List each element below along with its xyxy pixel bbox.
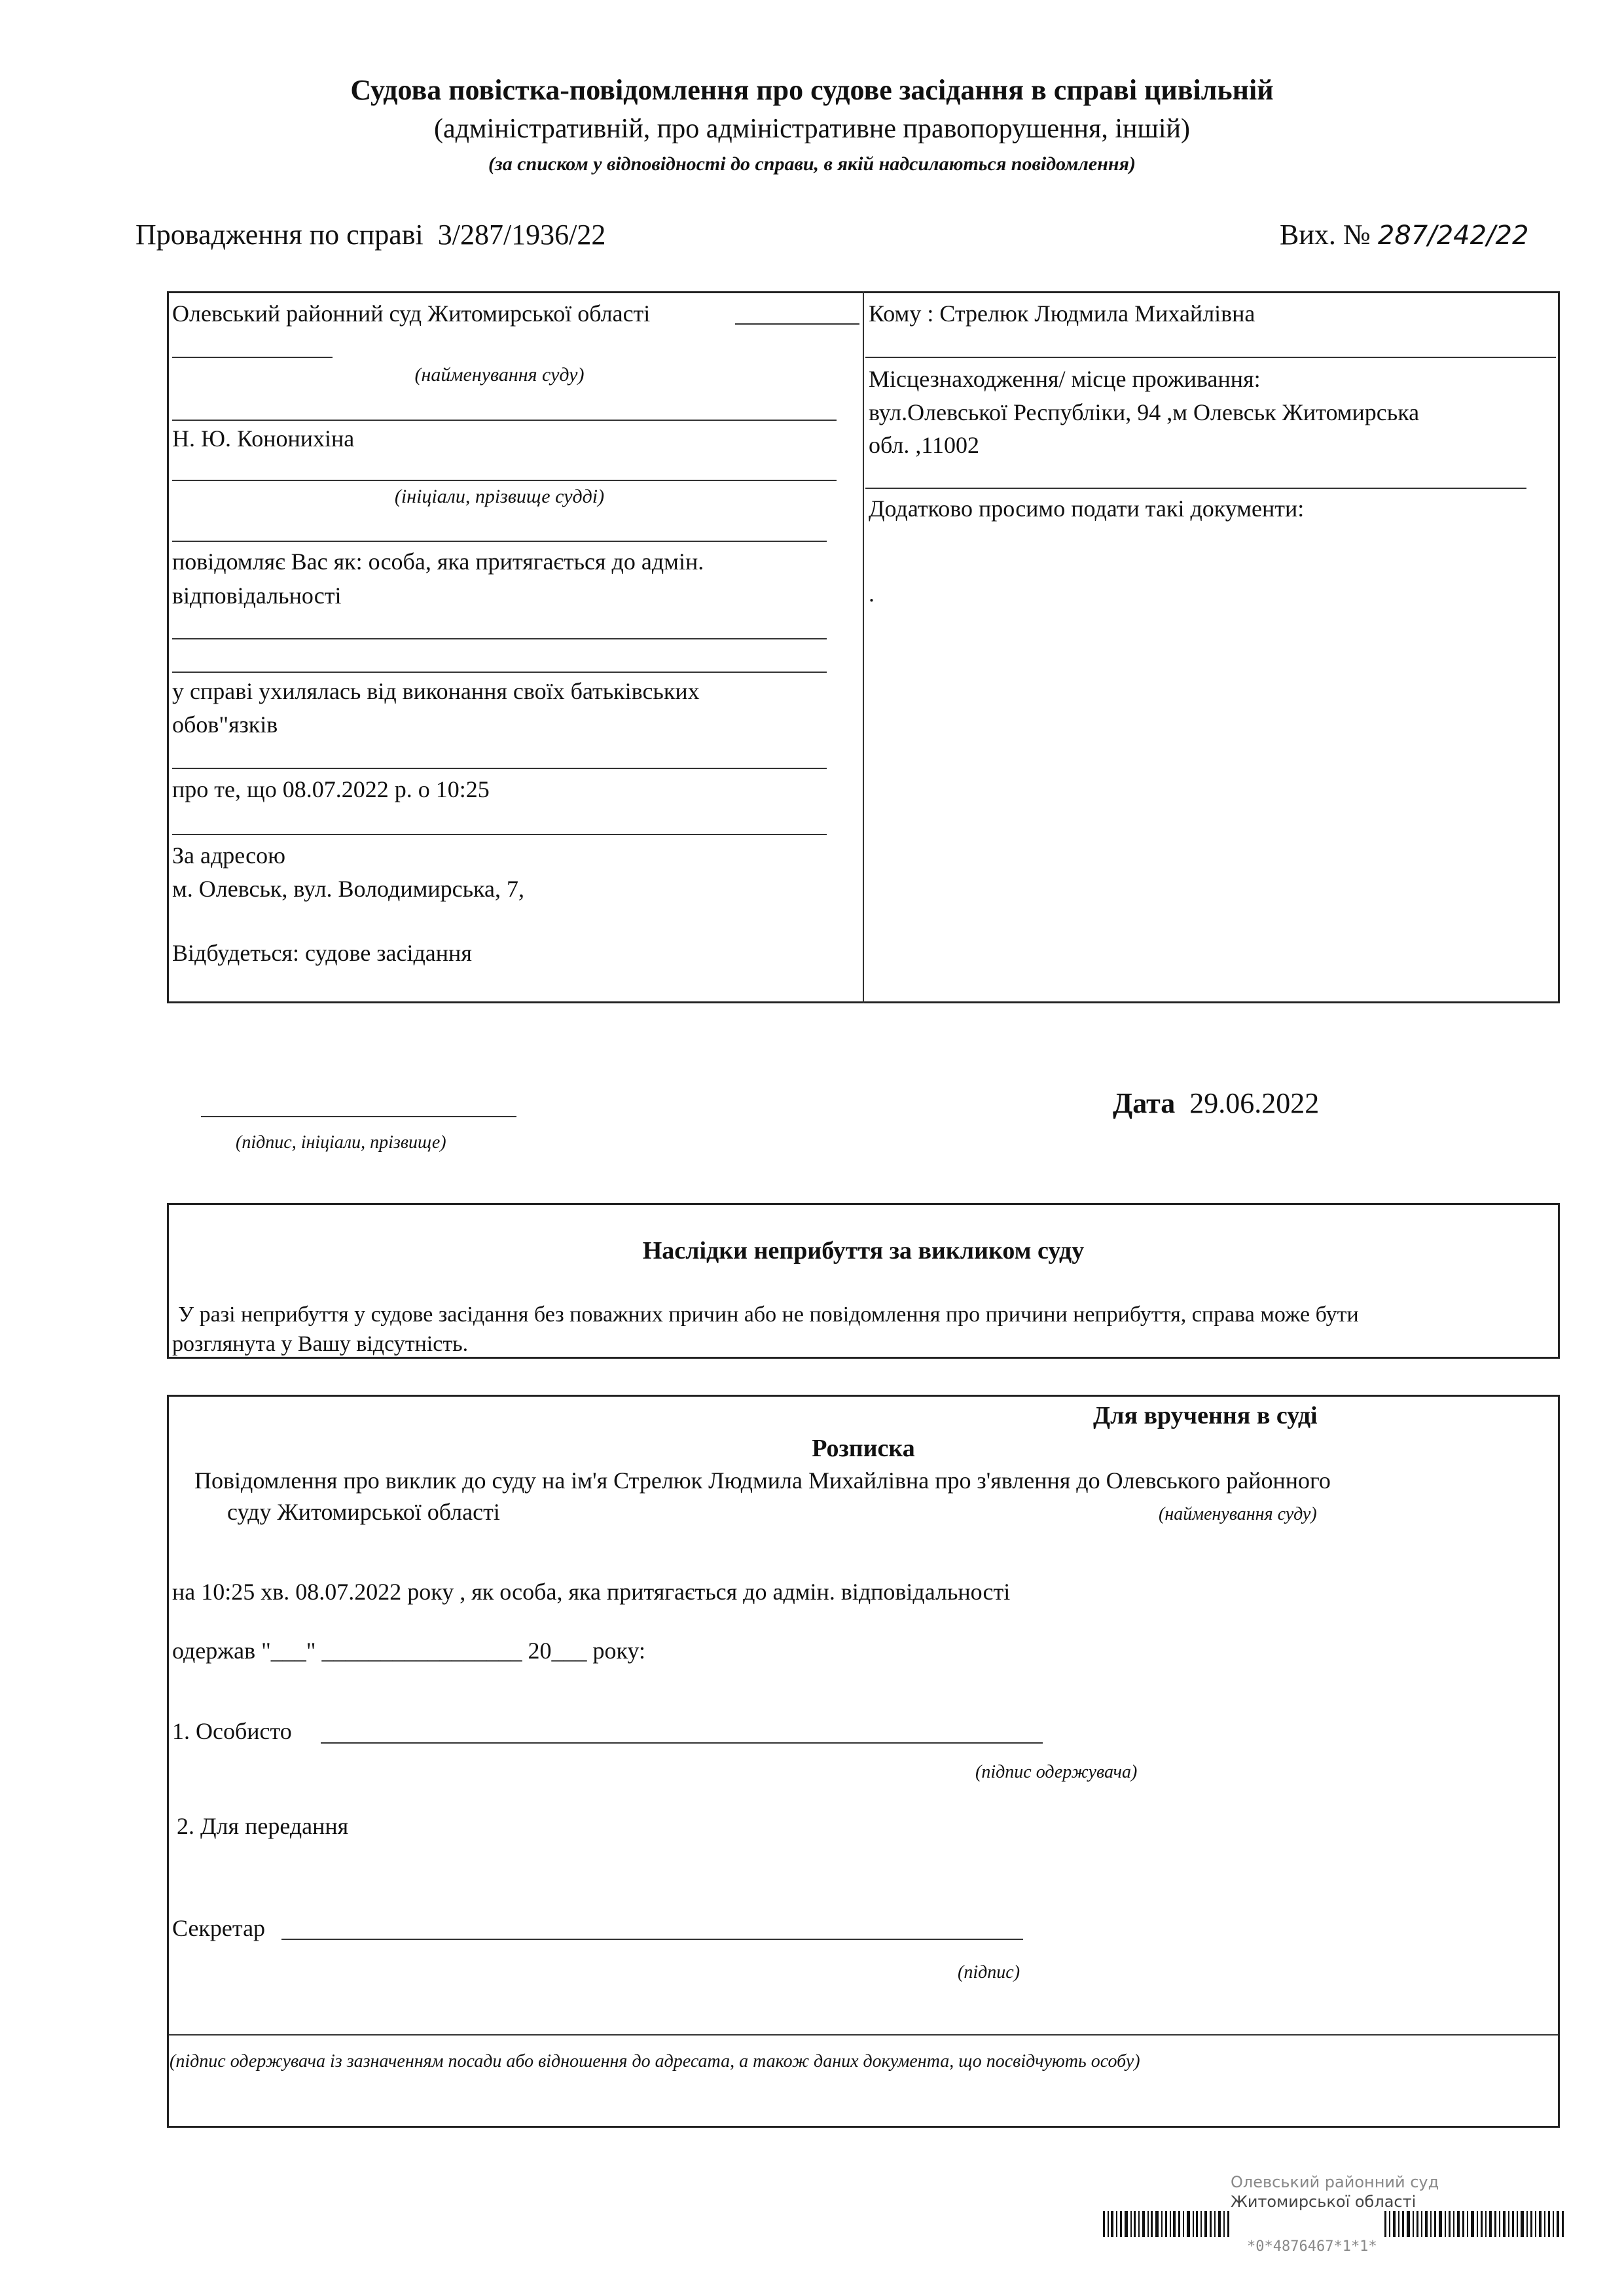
address-label: За адресою <box>172 842 286 869</box>
document-title: Судова повістка-повідомлення про судове засідання в справі цивільній <box>350 74 1274 106</box>
notifies-line2: відповідальності <box>172 583 342 609</box>
proceeding-label: Провадження по справі <box>135 219 424 251</box>
hearing-datetime: про те, що 08.07.2022 р. о 10:25 <box>172 776 490 802</box>
recipient-signature-caption: (підпис одержувача) <box>975 1762 1138 1782</box>
receipt-received: одержав "___" _________________ 20___ року: <box>172 1638 646 1664</box>
court-caption: (найменування суду) <box>414 364 585 386</box>
receipt-transfer: 2. Для передання <box>177 1813 349 1839</box>
receipt-title: Розписка <box>812 1435 915 1462</box>
date-value: 29.06.2022 <box>1189 1087 1320 1119</box>
consequences-line2: розглянута у Вашу відсутність. <box>172 1332 469 1356</box>
proceeding-number: 3/287/1936/22 <box>437 219 606 251</box>
stamp-line1: Олевський районний суд <box>1231 2173 1439 2191</box>
secretary-sign-caption: (підпис) <box>958 1962 1020 1982</box>
receipt-personally: 1. Особисто <box>172 1718 292 1744</box>
for-court: Для вручення в суді <box>1093 1402 1318 1429</box>
judge-caption: (ініціали, прізвище судді) <box>394 486 605 507</box>
consequences-line1: У разі неприбуття у судове засідання без поважних причин або не повідомлення про причини неприбуття, справа може бути <box>178 1302 1359 1327</box>
case-line2: обов"язків <box>172 711 278 738</box>
outgoing-number: 287/242/22 <box>1377 221 1529 251</box>
hearing-event: Відбудеться: судове засідання <box>172 940 472 966</box>
document-subtitle: (адміністративній, про адміністративне правопорушення, іншій) <box>434 114 1190 144</box>
receipt-secretary: Секретар <box>172 1915 266 1941</box>
receipt-footer-note: (підпис одержувача із зазначенням посади або відношення до адресата, а також даних документа, що посвідчують особу) <box>170 2051 1140 2072</box>
hearing-address: м. Олевськ, вул. Володимирська, 7, <box>172 876 524 902</box>
document-note: (за списком у відповідності до справи, в якій надсилаються повідомлення) <box>488 153 1136 175</box>
receipt-court-caption: (найменування суду) <box>1159 1504 1317 1524</box>
receipt-line1: Повідомлення про виклик до суду на ім'я Стрелюк Людмила Михайлівна про з'явлення до Олевського районного <box>194 1467 1331 1494</box>
residence-line1: вул.Олевської Республіки, 94 ,м Олевськ Житомирська <box>869 399 1420 425</box>
barcode-text: *0*4876467*1*1* <box>1247 2238 1377 2255</box>
notifies-line1: повідомляє Вас як: особа, яка притягається до адмін. <box>172 548 704 575</box>
judge-name: Н. Ю. Кононихіна <box>172 425 355 452</box>
recipient: Кому : Стрелюк Людмила Михайлівна <box>869 300 1255 327</box>
proceeding-line <box>135 218 605 252</box>
residence-label: Місцезнаходження/ місце проживання: <box>869 366 1261 392</box>
receipt-time: на 10:25 хв. 08.07.2022 року , як особа, яка притягається до адмін. відповідальності <box>172 1579 1011 1605</box>
receipt-line2: суду Житомирської області <box>227 1499 500 1525</box>
additional-dot: . <box>869 581 875 607</box>
consequences-title: Наслідки неприбуття за викликом суду <box>642 1237 1085 1265</box>
residence-line2: обл. ,11002 <box>869 432 980 458</box>
stamp-line2: Житомирської області <box>1231 2193 1416 2211</box>
additional-documents: Додатково просимо подати такі документи: <box>869 495 1305 522</box>
date-label: Дата <box>1113 1087 1176 1119</box>
outgoing-label: Вих. № <box>1280 219 1371 251</box>
column-divider <box>863 291 864 1003</box>
signature-caption: (підпис, ініціали, прізвище) <box>236 1132 446 1153</box>
outgoing-line <box>1280 218 1528 253</box>
barcode-icon <box>1103 2211 1568 2237</box>
court-name: Олевський районний суд Житомирської області <box>172 300 651 327</box>
case-line1: у справі ухилялась від виконання своїх батьківських <box>172 678 700 704</box>
date-line <box>1113 1086 1319 1121</box>
